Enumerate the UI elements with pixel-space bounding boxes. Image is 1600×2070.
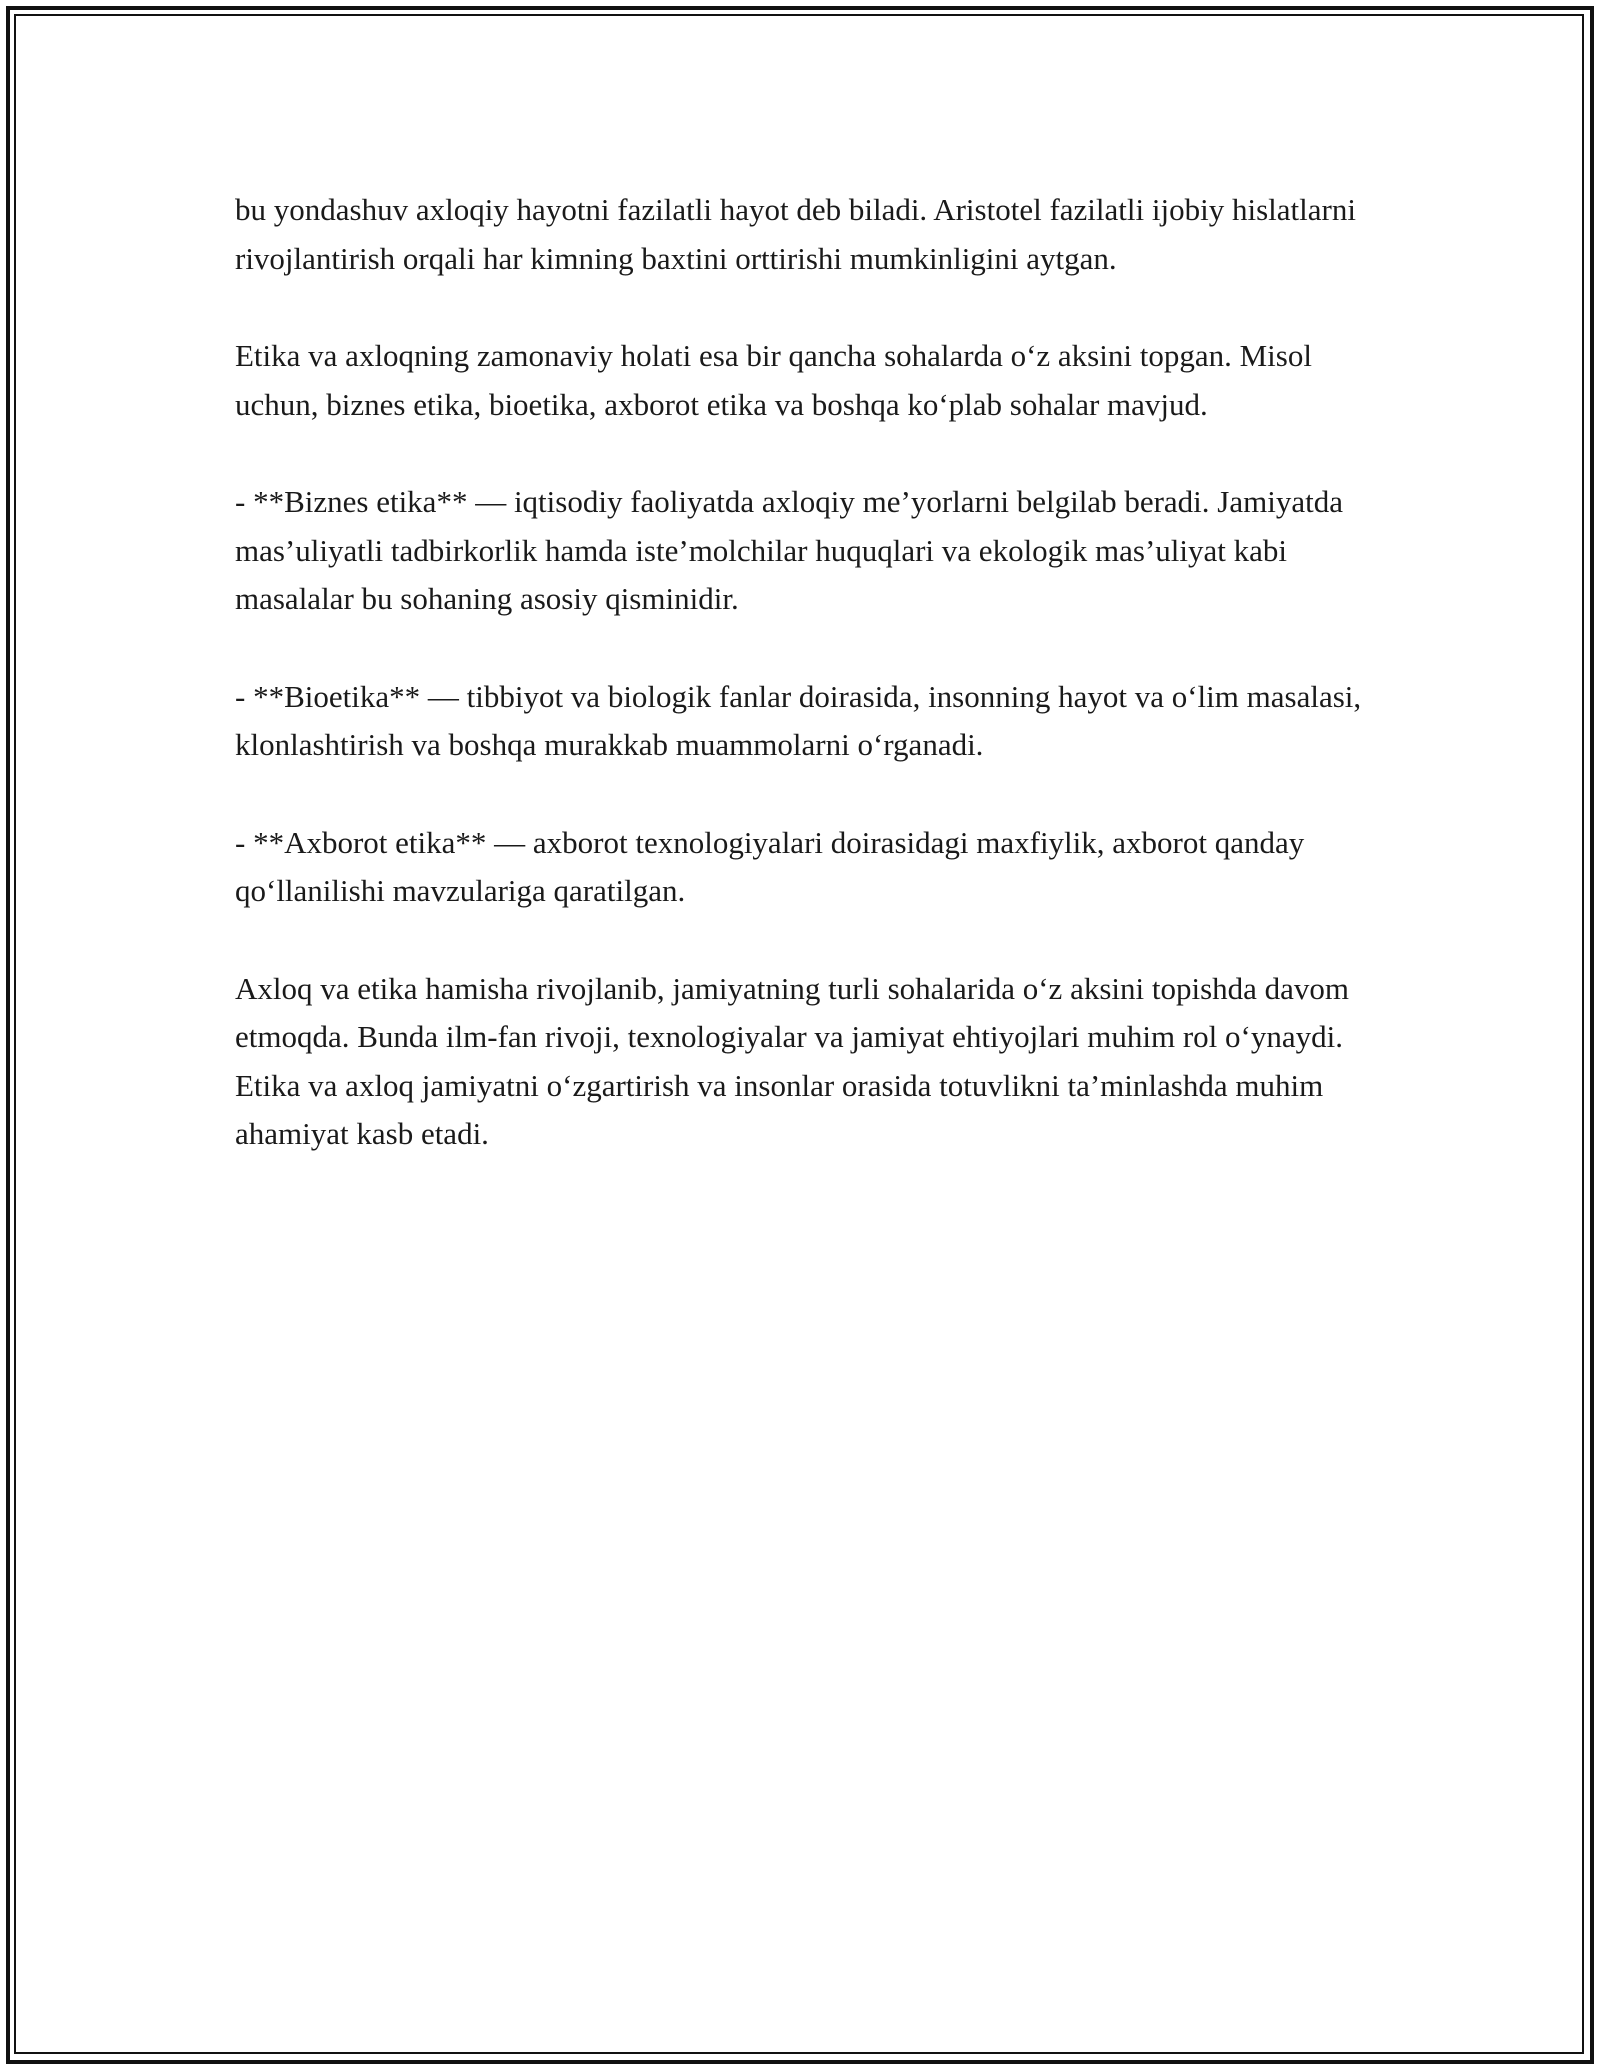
paragraph-virtue-ethics: bu yondashuv axloqiy hayotni fazilatli hayot deb biladi. Aristotel fazilatli ijobiy hislatlarni rivojlantirish orqali har kimning baxtini orttirishi mumkinligini aytgan.: [235, 192, 1356, 276]
list-item-bioethics: - **Bioetika** — tibbiyot va biologik fanlar doirasida, insonning hayot va o‘lim masalasi, klonlashtirish va boshqa murakkab muammolarni o‘rganadi.: [235, 678, 1362, 762]
list-item-business-ethics: - **Biznes etika** — iqtisodiy faoliyatda axloqiy me’yorlarni belgilab beradi. Jamiyatda mas’uliyatli tadbirkorlik hamda iste’molchilar huquqlari va ekologik mas’uliyat kabi masalalar bu sohaning asosiy qisminidir.: [235, 484, 1343, 616]
list-item-information-ethics: - **Axborot etika** — axborot texnologiyalari doirasidagi maxfiylik, axborot qanday qo‘llanilishi mavzulariga qaratilgan.: [235, 824, 1305, 908]
paragraph-modern-ethics: Etika va axloqning zamonaviy holati esa bir qancha sohalarda o‘z aksini topgan. Misol uchun, biznes etika, bioetika, axborot etika va boshqa ko‘plab sohalar mavjud.: [235, 338, 1312, 422]
paragraph-conclusion: Axloq va etika hamisha rivojlanib, jamiyatning turli sohalarida o‘z aksini topishda davom etmoqda. Bunda ilm-fan rivoji, texnologiyalar va jamiyat ehtiyojlari muhim rol o‘ynaydi. Etika va axloq jamiyatni o‘zgartirish va insonlar orasida totuvlikni ta’minlashda muhim ahamiyat kasb etadi.: [235, 970, 1350, 1151]
document-body: [235, 186, 1365, 1208]
